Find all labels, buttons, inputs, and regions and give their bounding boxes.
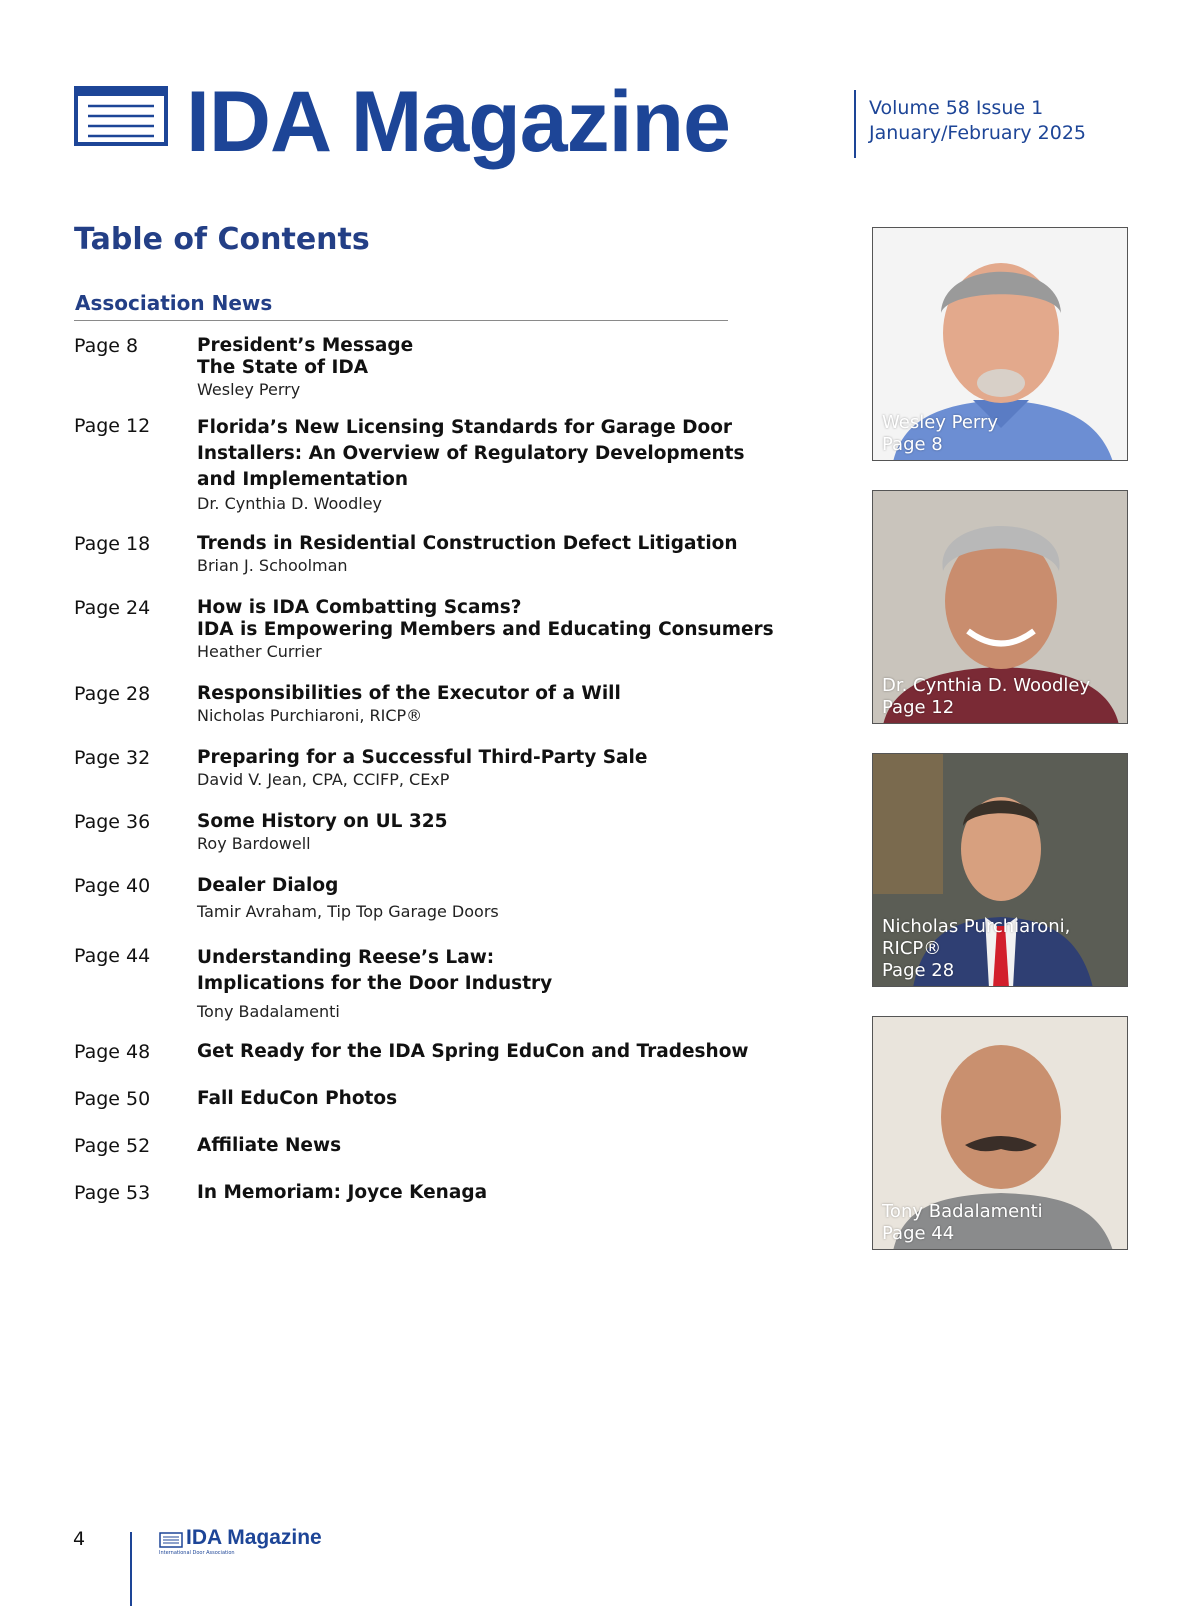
entry-author: Brian J. Schoolman: [197, 556, 348, 575]
entry-page: Page 48: [74, 1041, 151, 1063]
toc-title: Table of Contents: [74, 222, 370, 257]
entry-title: Preparing for a Successful Third-Party Sale: [197, 747, 648, 768]
entry-title: In Memoriam: Joyce Kenaga: [197, 1182, 488, 1203]
entry-title: Affiliate News: [197, 1135, 342, 1156]
masthead-divider: [854, 90, 856, 158]
entry-title: IDA is Empowering Members and Educating Consumers: [197, 619, 774, 640]
entry-page: Page 53: [74, 1182, 151, 1204]
entry-page: Page 50: [74, 1088, 151, 1110]
author-photo: [872, 227, 1128, 461]
entry-page: Page 28: [74, 683, 151, 705]
volume-issue: Volume 58 Issue 1: [869, 97, 1044, 119]
magazine-title: IDA Magazine: [186, 74, 730, 170]
section-title: Association News: [75, 291, 273, 315]
issue-date: January/February 2025: [869, 122, 1087, 144]
photo-caption: Tony Badalamenti Page 44: [882, 1201, 1043, 1244]
entry-page: Page 32: [74, 747, 151, 769]
author-photo: [872, 1016, 1128, 1250]
author-photo: [872, 490, 1128, 724]
footer-logo: [159, 1526, 359, 1560]
entry-title: Trends in Residential Construction Defect Litigation: [197, 533, 738, 554]
entry-title: Some History on UL 325: [197, 811, 448, 832]
entry-title: President’s Message: [197, 335, 414, 356]
entry-page: Page 36: [74, 811, 151, 833]
entry-page: Page 12: [74, 415, 151, 437]
photo-caption: Nicholas Purchiaroni, RICP® Page 28: [882, 916, 1071, 981]
section-divider: [74, 320, 728, 321]
entry-page: Page 18: [74, 533, 151, 555]
entry-title: Fall EduCon Photos: [197, 1088, 398, 1109]
entry-author: Tamir Avraham, Tip Top Garage Doors: [197, 902, 499, 921]
masthead: [74, 74, 1174, 178]
entry-title: Responsibilities of the Executor of a Will: [197, 683, 621, 704]
garage-door-icon: [74, 86, 168, 146]
page-number: 4: [73, 1528, 86, 1550]
entry-page: Page 44: [74, 945, 151, 967]
footer-subtitle: International Door Association: [159, 1550, 235, 1556]
entry-title: How is IDA Combatting Scams?: [197, 597, 522, 618]
entry-title: and Implementation: [197, 469, 409, 490]
entry-title: The State of IDA: [197, 357, 369, 378]
entry-page: Page 8: [74, 335, 139, 357]
author-photo: [872, 753, 1128, 987]
entry-title: Florida’s New Licensing Standards for Garage Door: [197, 417, 733, 438]
photo-caption: Dr. Cynthia D. Woodley Page 12: [882, 675, 1091, 718]
garage-door-icon: [159, 1532, 183, 1548]
entry-page: Page 52: [74, 1135, 151, 1157]
entry-author: Wesley Perry: [197, 380, 301, 399]
issue-info: [869, 96, 1086, 146]
entry-page: Page 24: [74, 597, 151, 619]
entry-title: Installers: An Overview of Regulatory Developments: [197, 443, 745, 464]
entry-title: Understanding Reese’s Law:: [197, 947, 495, 968]
entry-author: Heather Currier: [197, 642, 322, 661]
entry-page: Page 40: [74, 875, 151, 897]
entry-author: David V. Jean, CPA, CCIFP, CExP: [197, 770, 450, 789]
entry-title: Implications for the Door Industry: [197, 973, 553, 994]
entry-author: Dr. Cynthia D. Woodley: [197, 494, 382, 513]
footer-brand: IDA Magazine: [186, 1526, 322, 1549]
entry-author: Tony Badalamenti: [197, 1002, 340, 1021]
entry-title: Dealer Dialog: [197, 875, 339, 896]
entry-title: Get Ready for the IDA Spring EduCon and Tradeshow: [197, 1041, 749, 1062]
photo-caption: Wesley Perry Page 8: [882, 412, 999, 455]
entry-author: Nicholas Purchiaroni, RICP®: [197, 706, 423, 725]
entry-author: Roy Bardowell: [197, 834, 311, 853]
footer-divider: [130, 1532, 132, 1606]
